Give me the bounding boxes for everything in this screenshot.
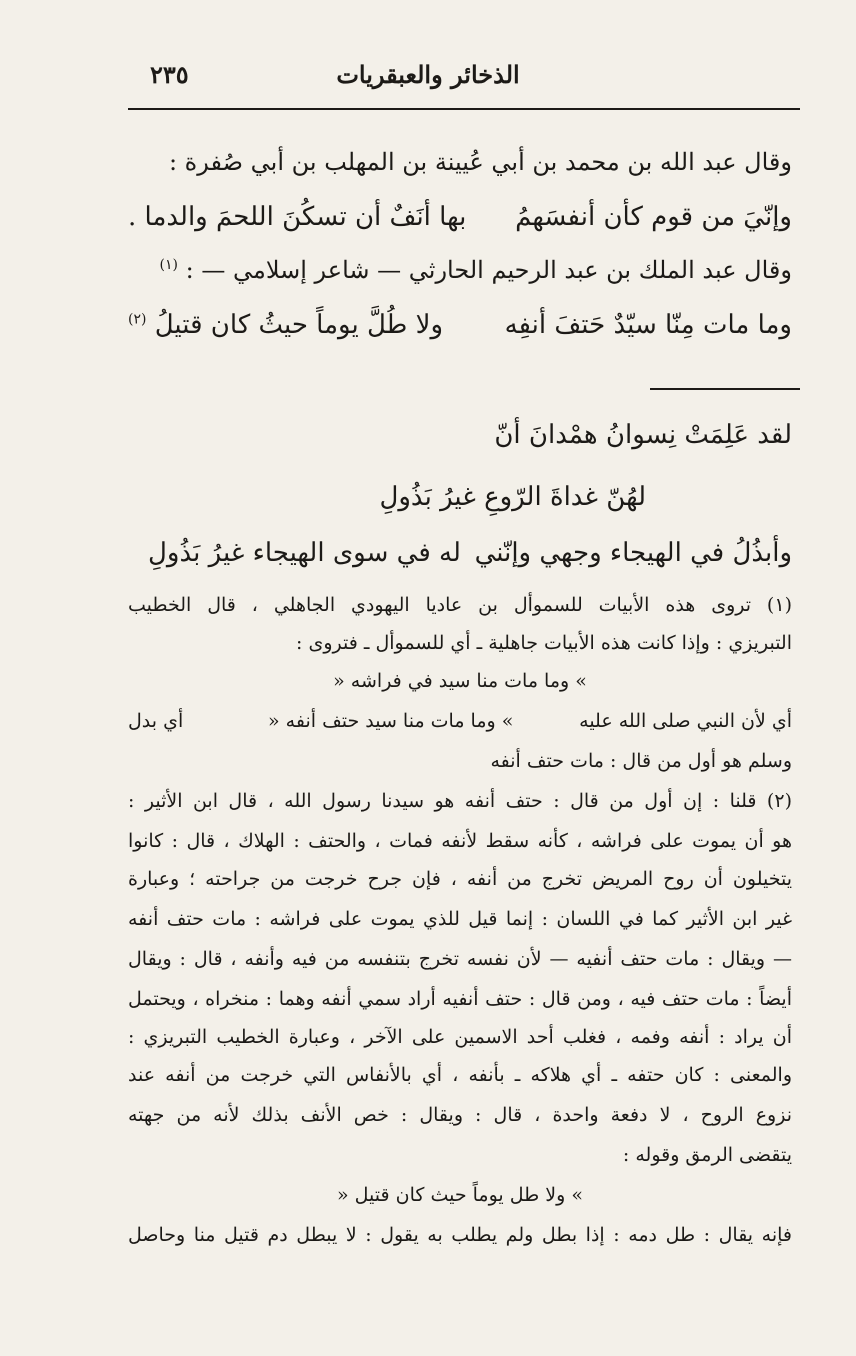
intro-line-2-text: وقال عبد الملك بن عبد الرحيم الحارثي — شاعر إسلامي — : [185, 256, 792, 284]
footnote-1-quote-1: » وما مات منا سيد في فراشه « [333, 670, 587, 692]
verse-1-second-hemistich: بها أنَفٌ أن تسكُنَ اللحمَ والدما . [128, 202, 467, 232]
verse-2-first-hemistich: وما مات مِنّا سيّدٌ حَتفَ أنفِه [504, 310, 792, 340]
footnote-1-line-1: (١) تروى هذه الأبيات للسموأل بن عاديا اليهودي الجاهلي ، قال الخطيب [128, 594, 792, 616]
footnote-2-line-4: غير ابن الأثير كما في اللسان : إنما قيل للذي يموت على فراشه : مات حتف أنفه [128, 908, 792, 930]
footnote-1-line-2: التبريزي : وإذا كانت هذه الأبيات جاهلية ـ أي للسموأل ـ فتروى : [296, 632, 792, 654]
intro-line-2 [128, 256, 792, 284]
footnote-2-quote: » ولا طل يوماً حيث كان قتيل « [337, 1184, 583, 1206]
lower-verse-3-second: له في سوى الهيجاء غيرُ بَذُولِ [148, 538, 461, 568]
footnote-1-line-3-part-a: أي بدل [128, 710, 184, 732]
lower-verse-3-first: وأبذُلُ في الهيجاء وجهي وإنّني [474, 538, 792, 568]
section-rule [650, 388, 800, 390]
footnote-2-line-7: أن يراد : أنفه وفمه ، فغلب أحد الاسمين على الآخر ، وعبارة الخطيب التبريزي : [128, 1026, 792, 1048]
footnote-2-line-8: والمعنى : كان حتفه ـ أي هلاكه ـ بأنفه ، أي بالأنفاس التي خرجت من أنفه عند [128, 1064, 792, 1086]
verse-2-second-text: ولا طُلَّ يوماً حيثُ كان قتيلُ [154, 310, 443, 340]
verse-1-first-hemistich: وإنّيَ من قوم كأن أنفسَهمُ [515, 202, 792, 232]
intro-line-1: وقال عبد الله بن محمد بن أبي عُيينة بن المهلب بن أبي صُفرة : [168, 148, 792, 176]
running-header-title: الذخائر والعبقريات [336, 60, 520, 89]
lower-verse-2: لهُنّ غداةَ الرّوعِ غيرُ بَذُولِ [379, 482, 646, 512]
footnote-ref-2: (٢) [128, 311, 147, 328]
footnote-1-line-3-part-b: » وما مات منا سيد حتف أنفه « [268, 710, 514, 732]
lower-verse-1: لقد عَلِمَتْ نِسوانُ همْدانَ أنّ [494, 420, 792, 450]
footnote-ref-1: (١) [159, 257, 178, 273]
footnote-1-line-4: وسلم هو أول من قال : مات حتف أنفه [490, 750, 792, 772]
verse-2-second-hemistich [128, 310, 443, 340]
page-number: ٢٣٥ [150, 60, 189, 89]
footnote-2-line-1: (٢) قلنا : إن أول من قال : حتف أنفه هو سيدنا رسول الله ، قال ابن الأثير : [128, 790, 792, 812]
footnote-2-line-11: فإنه يقال : طل دمه : إذا بطل ولم يطلب به يقول : لا يبطل دم قتيل منا وحاصل [128, 1224, 792, 1246]
footnote-2-line-3: يتخيلون أن روح المريض تخرج من أنفه ، فإن جرح خرجت من جراحته ؛ وعبارة [128, 868, 792, 890]
header-rule [128, 108, 800, 110]
footnote-2-line-2: هو أن يموت على فراشه ، كأنه سقط لأنفه فمات ، والحتف : الهلاك ، قال : كانوا [128, 830, 792, 852]
footnote-2-line-9: نزوع الروح ، لا دفعة واحدة ، قال : ويقال : خص الأنف بذلك لأنه من جهته [128, 1104, 792, 1126]
footnote-1-line-3-part-c: أي لأن النبي صلى الله عليه [579, 710, 792, 732]
footnote-2-line-6: أيضاً : مات حتف فيه ، ومن قال : حتف أنفيه أراد سمي أنفه وهما : منخراه ، ويحتمل [128, 988, 792, 1010]
footnote-2-line-10: يتقضى الرمق وقوله : [622, 1144, 792, 1166]
footnote-2-line-5: — ويقال : مات حتف أنفيه — لأن نفسه تخرج بتنفسه من فيه وأنفه ، قال : ويقال [128, 948, 792, 970]
